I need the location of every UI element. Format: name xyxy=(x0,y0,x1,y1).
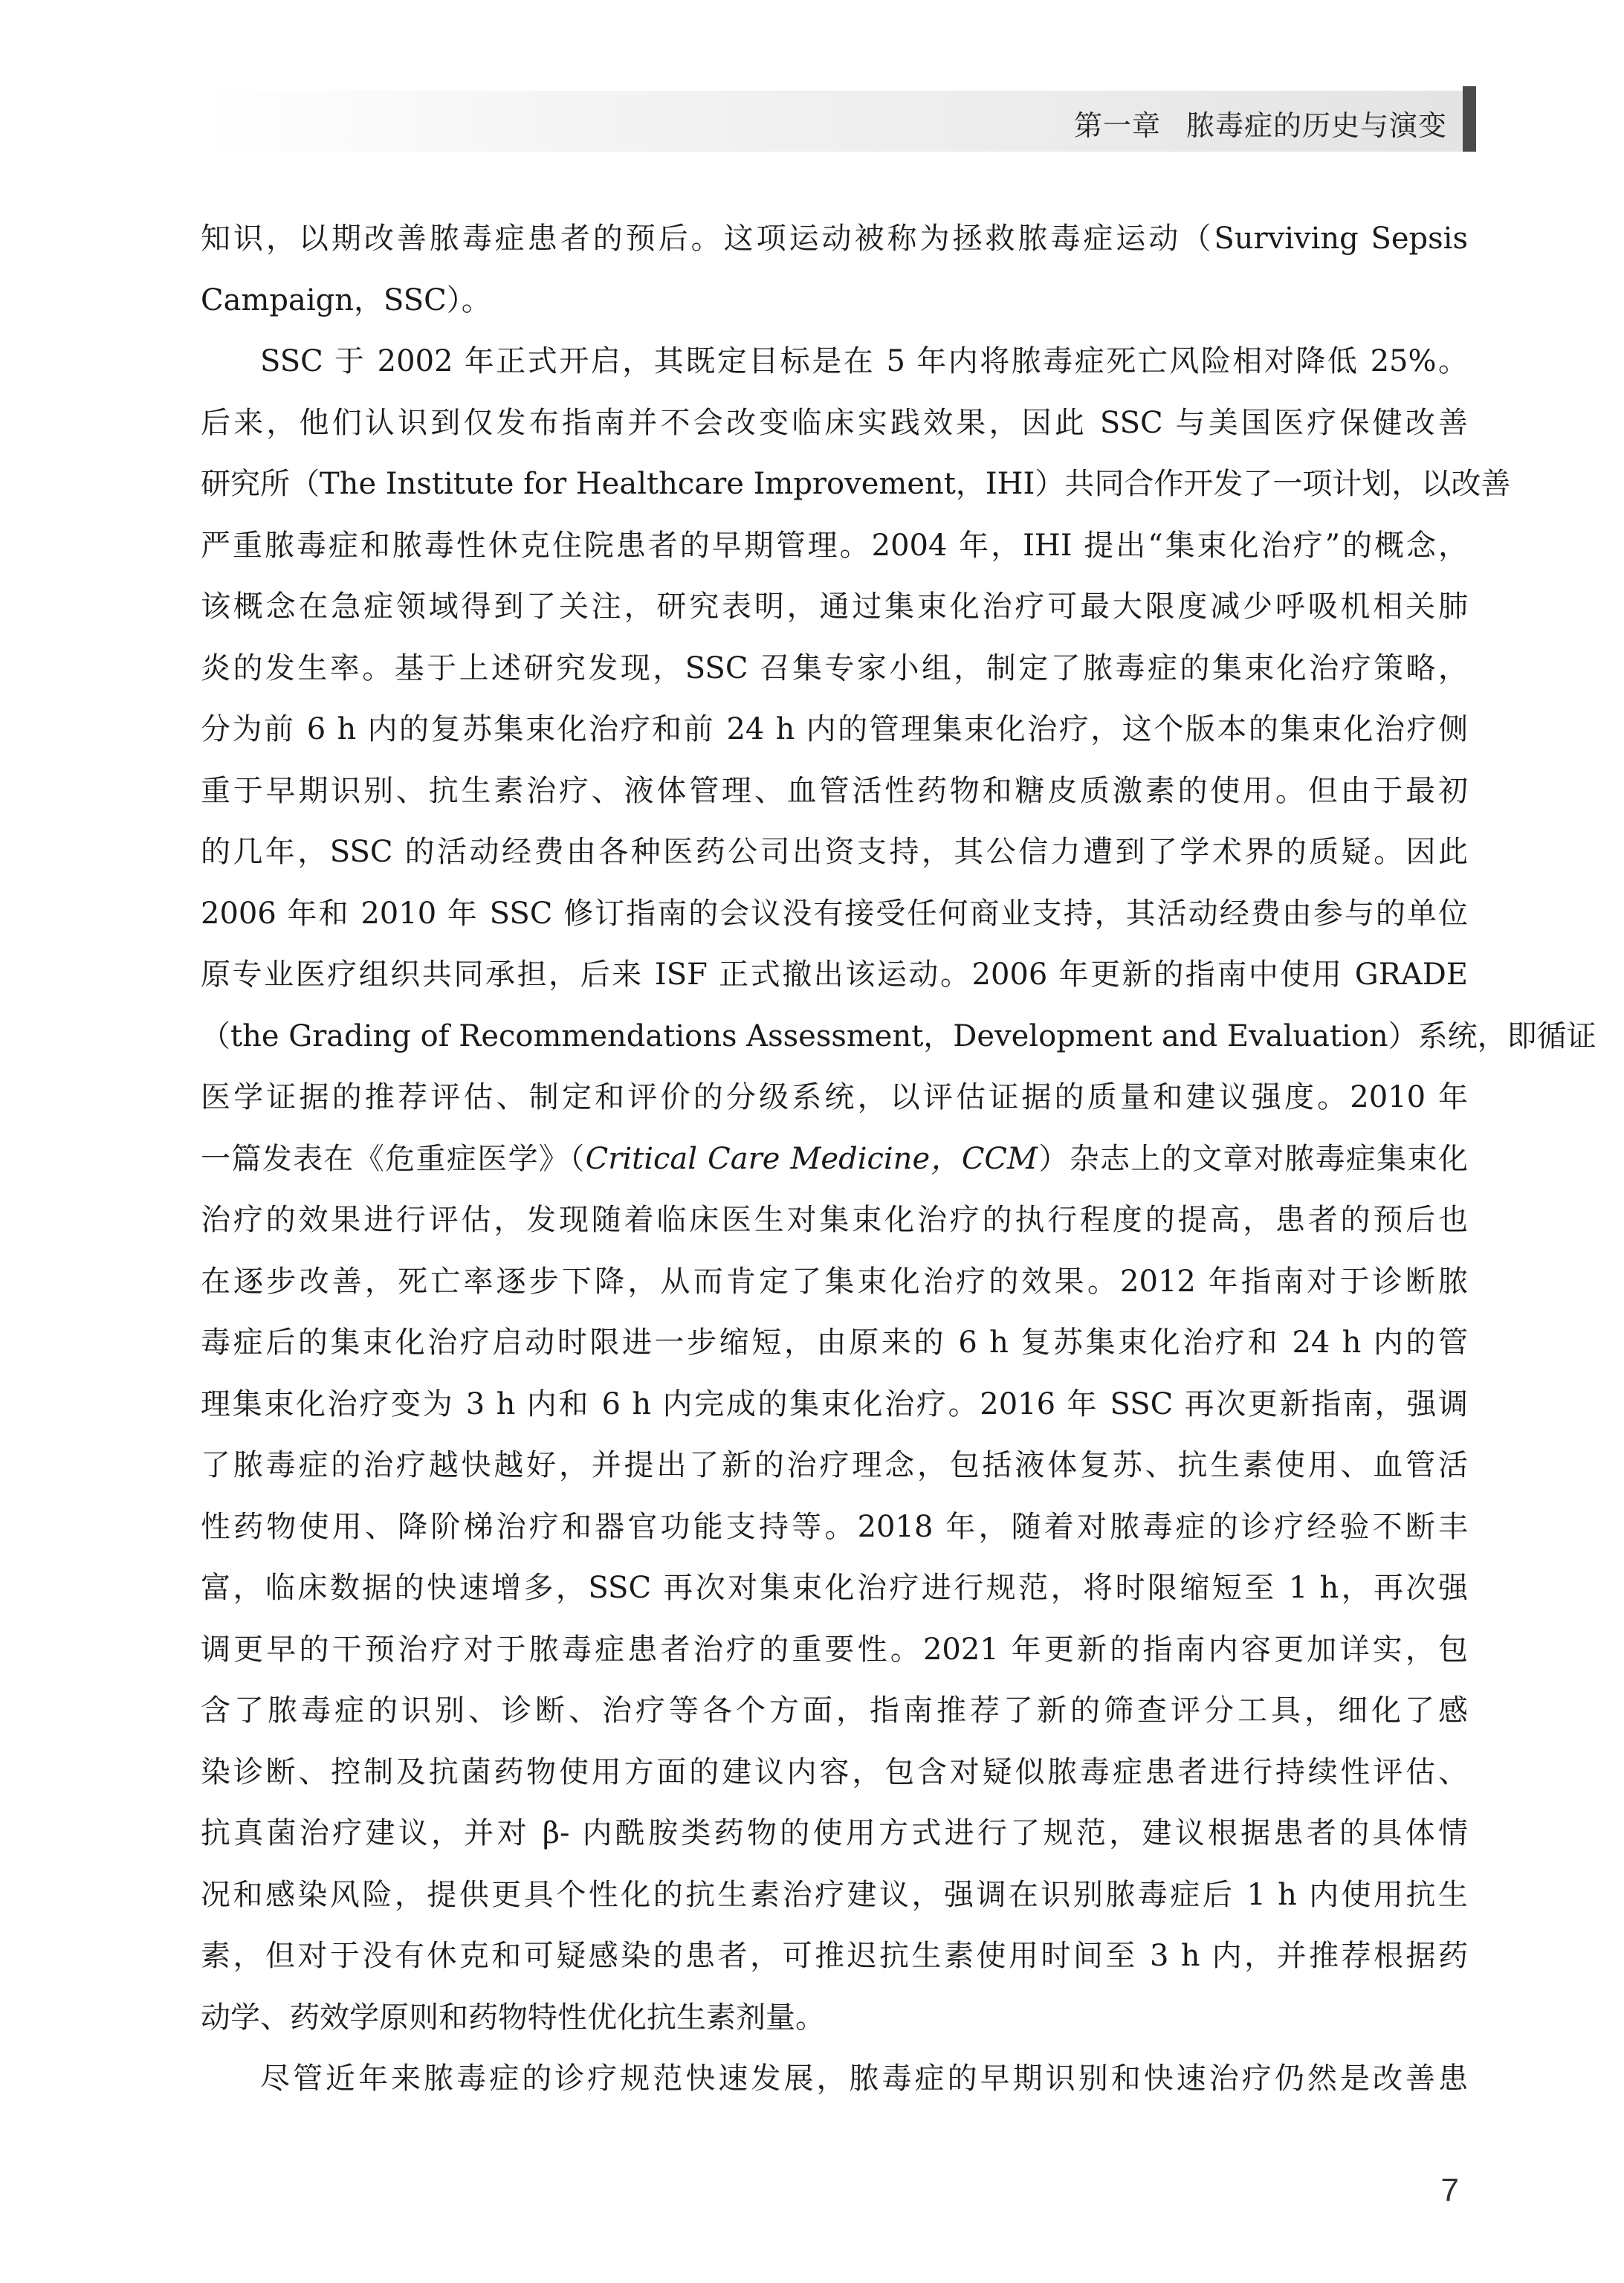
text-line: 尽管近年来脓毒症的诊疗规范快速发展，脓毒症的早期识别和快速治疗仍然是改善患 xyxy=(260,2061,1468,2096)
text-line: 研究所（The Institute for Healthcare Improvement，IHI）共同合作开发了一项计划，以改善 xyxy=(201,467,1511,501)
text-line: 后来，他们认识到仅发布指南并不会改变临床实践效果，因此 SSC 与美国医疗保健改善 xyxy=(201,405,1468,440)
text-segment: ）杂志上的文章对脓毒症集束化 xyxy=(1038,1141,1468,1176)
running-header xyxy=(1074,103,1447,143)
text-line: 富，临床数据的快速增多，SSC 再次对集束化治疗进行规范，将时限缩短至 1 h，再次强 xyxy=(201,1571,1468,1605)
header-chapter: 第一章 xyxy=(1073,109,1161,142)
text-line: 知识，以期改善脓毒症患者的预后。这项运动被称为拯救脓毒症运动（Surviving Sepsis xyxy=(201,222,1468,256)
text-line: 染诊断、控制及抗菌药物使用方面的建议内容，包含对疑似脓毒症患者进行持续性评估、 xyxy=(201,1754,1468,1789)
italic-journal-title: Critical Care Medicine，CCM xyxy=(585,1141,1038,1176)
text-line xyxy=(201,1128,1468,1190)
text-line: 了脓毒症的治疗越快越好，并提出了新的治疗理念，包括液体复苏、抗生素使用、血管活 xyxy=(201,1448,1468,1482)
body-text xyxy=(201,208,1596,2110)
text-line: 况和感染风险，提供更具个性化的抗生素治疗建议，强调在识别脓毒症后 1 h 内使用抗生 xyxy=(201,1877,1468,1912)
text-line: 严重脓毒症和脓毒性休克住院患者的早期管理。2004 年，IHI 提出“集束化治疗”的概念， xyxy=(201,528,1468,563)
text-line: 重于早期识别、抗生素治疗、液体管理、血管活性药物和糖皮质激素的使用。但由于最初 xyxy=(201,773,1468,808)
text-line: 2006 年和 2010 年 SSC 修订指南的会议没有接受任何商业支持，其活动经费由参与的单位 xyxy=(201,896,1468,931)
text-line: 炎的发生率。基于上述研究发现，SSC 召集专家小组，制定了脓毒症的集束化治疗策略， xyxy=(201,650,1468,685)
text-line: 含了脓毒症的识别、诊断、治疗等各个方面，指南推荐了新的筛查评分工具，细化了感 xyxy=(201,1693,1468,1728)
text-line: 该概念在急症领域得到了关注，研究表明，通过集束化治疗可最大限度减少呼吸机相关肺 xyxy=(201,590,1468,624)
text-line: SSC 于 2002 年正式开启，其既定目标是在 5 年内将脓毒症死亡风险相对降低 25%。 xyxy=(260,344,1468,378)
header-title: 脓毒症的历史与演变 xyxy=(1185,109,1447,142)
text-line: 在逐步改善，死亡率逐步下降，从而肯定了集束化治疗的效果。2012 年指南对于诊断脓 xyxy=(201,1264,1468,1299)
page-number: 7 xyxy=(1440,2172,1459,2209)
text-line: 动学、药效学原则和药物特性优化抗生素剂量。 xyxy=(201,2000,825,2035)
text-line: 分为前 6 h 内的复苏集束化治疗和前 24 h 内的管理集束化治疗，这个版本的集束化治疗侧 xyxy=(201,712,1468,746)
text-line: 性药物使用、降阶梯治疗和器官功能支持等。2018 年，随着对脓毒症的诊疗经验不断丰 xyxy=(201,1509,1468,1544)
text-line: 理集束化治疗变为 3 h 内和 6 h 内完成的集束化治疗。2016 年 SSC 再次更新指南，强调 xyxy=(201,1386,1468,1421)
text-line: 素，但对于没有休克和可疑感染的患者，可推迟抗生素使用时间至 3 h 内，并推荐根据药 xyxy=(201,1939,1468,1973)
text-line: 毒症后的集束化治疗启动时限进一步缩短，由原来的 6 h 复苏集束化治疗和 24 h 内的管 xyxy=(201,1325,1468,1360)
text-line: 的几年，SSC 的活动经费由各种医药公司出资支持，其公信力遭到了学术界的质疑。因此 xyxy=(201,835,1468,869)
text-line: 原专业医疗组织共同承担，后来 ISF 正式撤出该运动。2006 年更新的指南中使用 GRADE xyxy=(201,958,1468,992)
text-line: Campaign，SSC）。 xyxy=(201,282,491,317)
text-line: 治疗的效果进行评估，发现随着临床医生对集束化治疗的执行程度的提高，患者的预后也 xyxy=(201,1203,1468,1237)
text-line: 抗真菌治疗建议，并对 β- 内酰胺类药物的使用方式进行了规范，建议根据患者的具体情 xyxy=(201,1816,1468,1850)
text-line: 调更早的干预治疗对于脓毒症患者治疗的重要性。2021 年更新的指南内容更加详实，包 xyxy=(201,1632,1468,1667)
text-line: 医学证据的推荐评估、制定和评价的分级系统，以评估证据的质量和建议强度。2010 年 xyxy=(201,1080,1468,1114)
text-segment: 一篇发表在《危重症医学》（ xyxy=(201,1141,586,1176)
text-line: （the Grading of Recommendations Assessment，Development and Evaluation）系统，即循证 xyxy=(201,1018,1596,1053)
running-header-bar xyxy=(1463,86,1476,152)
